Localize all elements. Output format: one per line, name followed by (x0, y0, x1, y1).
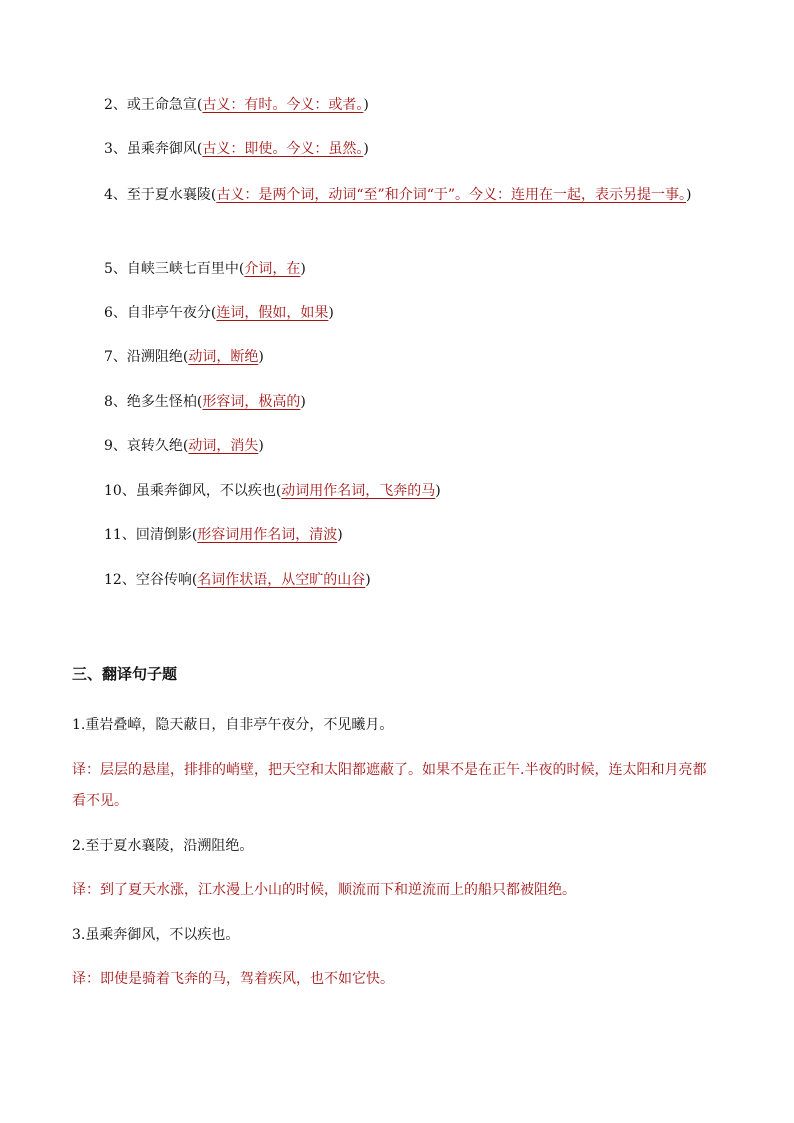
item-number: 7、 (104, 349, 127, 365)
item-text: 虽乘奔御风，不以疾也 (135, 483, 276, 499)
item-number: 12、 (104, 572, 136, 588)
list-item: 12、空谷传响(名词作状语，从空旷的山谷) (104, 572, 371, 588)
list-item: 7、沿溯阻绝(动词，断绝) (104, 349, 264, 365)
list-item: 10、虽乘奔御风，不以疾也(动词用作名词，飞奔的马) (104, 483, 441, 499)
item-number: 5、 (104, 261, 127, 277)
item-answer: 古义：即使。今义：虽然。 (202, 141, 364, 157)
item-text: 沿溯阻绝 (126, 349, 183, 365)
item-text: 自峡三峡七百里中 (126, 261, 239, 277)
question-sentence: 3.虽乘奔御风，不以疾也。 (72, 927, 240, 943)
list-item: 9、哀转久绝(动词，消失) (104, 438, 264, 454)
list-item: 4、至于夏水襄陵(古义：是两个词，动词“至”和介词“于”。今义：连用在一起，表示另提一事。) (104, 187, 692, 203)
translation: 译：层层的悬崖，排排的峭壁，把天空和太阳都遮蔽了。如果不是在正午.半夜的时候，连太阳和月亮都看不见。 (72, 762, 707, 809)
item-answer: 名词作状语，从空旷的山谷 (197, 572, 366, 588)
list-item: 2、或王命急宣(古义：有时。今义：或者。) (104, 97, 369, 113)
question-sentence: 2.至于夏水襄陵，沿溯阻绝。 (72, 838, 254, 854)
item-number: 6、 (104, 305, 127, 321)
item-number: 4、 (104, 187, 127, 203)
item-text: 虽乘奔御风 (126, 141, 197, 157)
item-number: 9、 (104, 438, 127, 454)
item-text: 自非亭午夜分 (126, 305, 211, 321)
item-answer: 动词，消失 (188, 438, 259, 454)
item-answer: 形容词，极高的 (202, 394, 301, 410)
section-heading: 三、翻译句子题 (72, 665, 178, 683)
item-text: 回清倒影 (135, 527, 192, 543)
list-item: 6、自非亭午夜分(连词，假如，如果) (104, 305, 334, 321)
item-answer: 形容词用作名词，清波 (197, 527, 338, 543)
translation: 译：即使是骑着飞奔的马，驾着疾风，也不如它快。 (72, 971, 394, 987)
list-item: 11、回清倒影(形容词用作名词，清波) (104, 527, 343, 543)
item-number: 3、 (104, 141, 127, 157)
item-text: 绝多生怪柏 (126, 394, 197, 410)
item-text: 空谷传响 (135, 572, 192, 588)
item-answer: 古义：是两个词，动词“至”和介词“于”。今义：连用在一起，表示另提一事。 (216, 187, 687, 203)
item-text: 或王命急宣 (126, 97, 197, 113)
item-number: 10、 (104, 483, 136, 499)
item-text: 哀转久绝 (126, 438, 183, 454)
item-number: 8、 (104, 394, 127, 410)
item-answer: 动词用作名词，飞奔的马 (281, 483, 436, 499)
item-answer: 动词，断绝 (188, 349, 259, 365)
translation: 译：到了夏天水涨，江水漫上小山的时候，顺流而下和逆流而上的船只都被阻绝。 (72, 882, 576, 898)
item-answer: 古义：有时。今义：或者。 (202, 97, 364, 113)
list-item: 8、绝多生怪柏(形容词，极高的) (104, 394, 306, 410)
item-number: 2、 (104, 97, 127, 113)
item-answer: 连词，假如，如果 (216, 305, 329, 321)
item-text: 至于夏水襄陵 (126, 187, 211, 203)
item-answer: 介词，在 (244, 261, 301, 277)
list-item: 3、虽乘奔御风(古义：即使。今义：虽然。) (104, 141, 369, 157)
item-number: 11、 (104, 527, 136, 543)
question-sentence: 1.重岩叠嶂，隐天蔽日，自非亭午夜分，不见曦月。 (72, 717, 394, 733)
list-item: 5、自峡三峡七百里中(介词，在) (104, 261, 306, 277)
